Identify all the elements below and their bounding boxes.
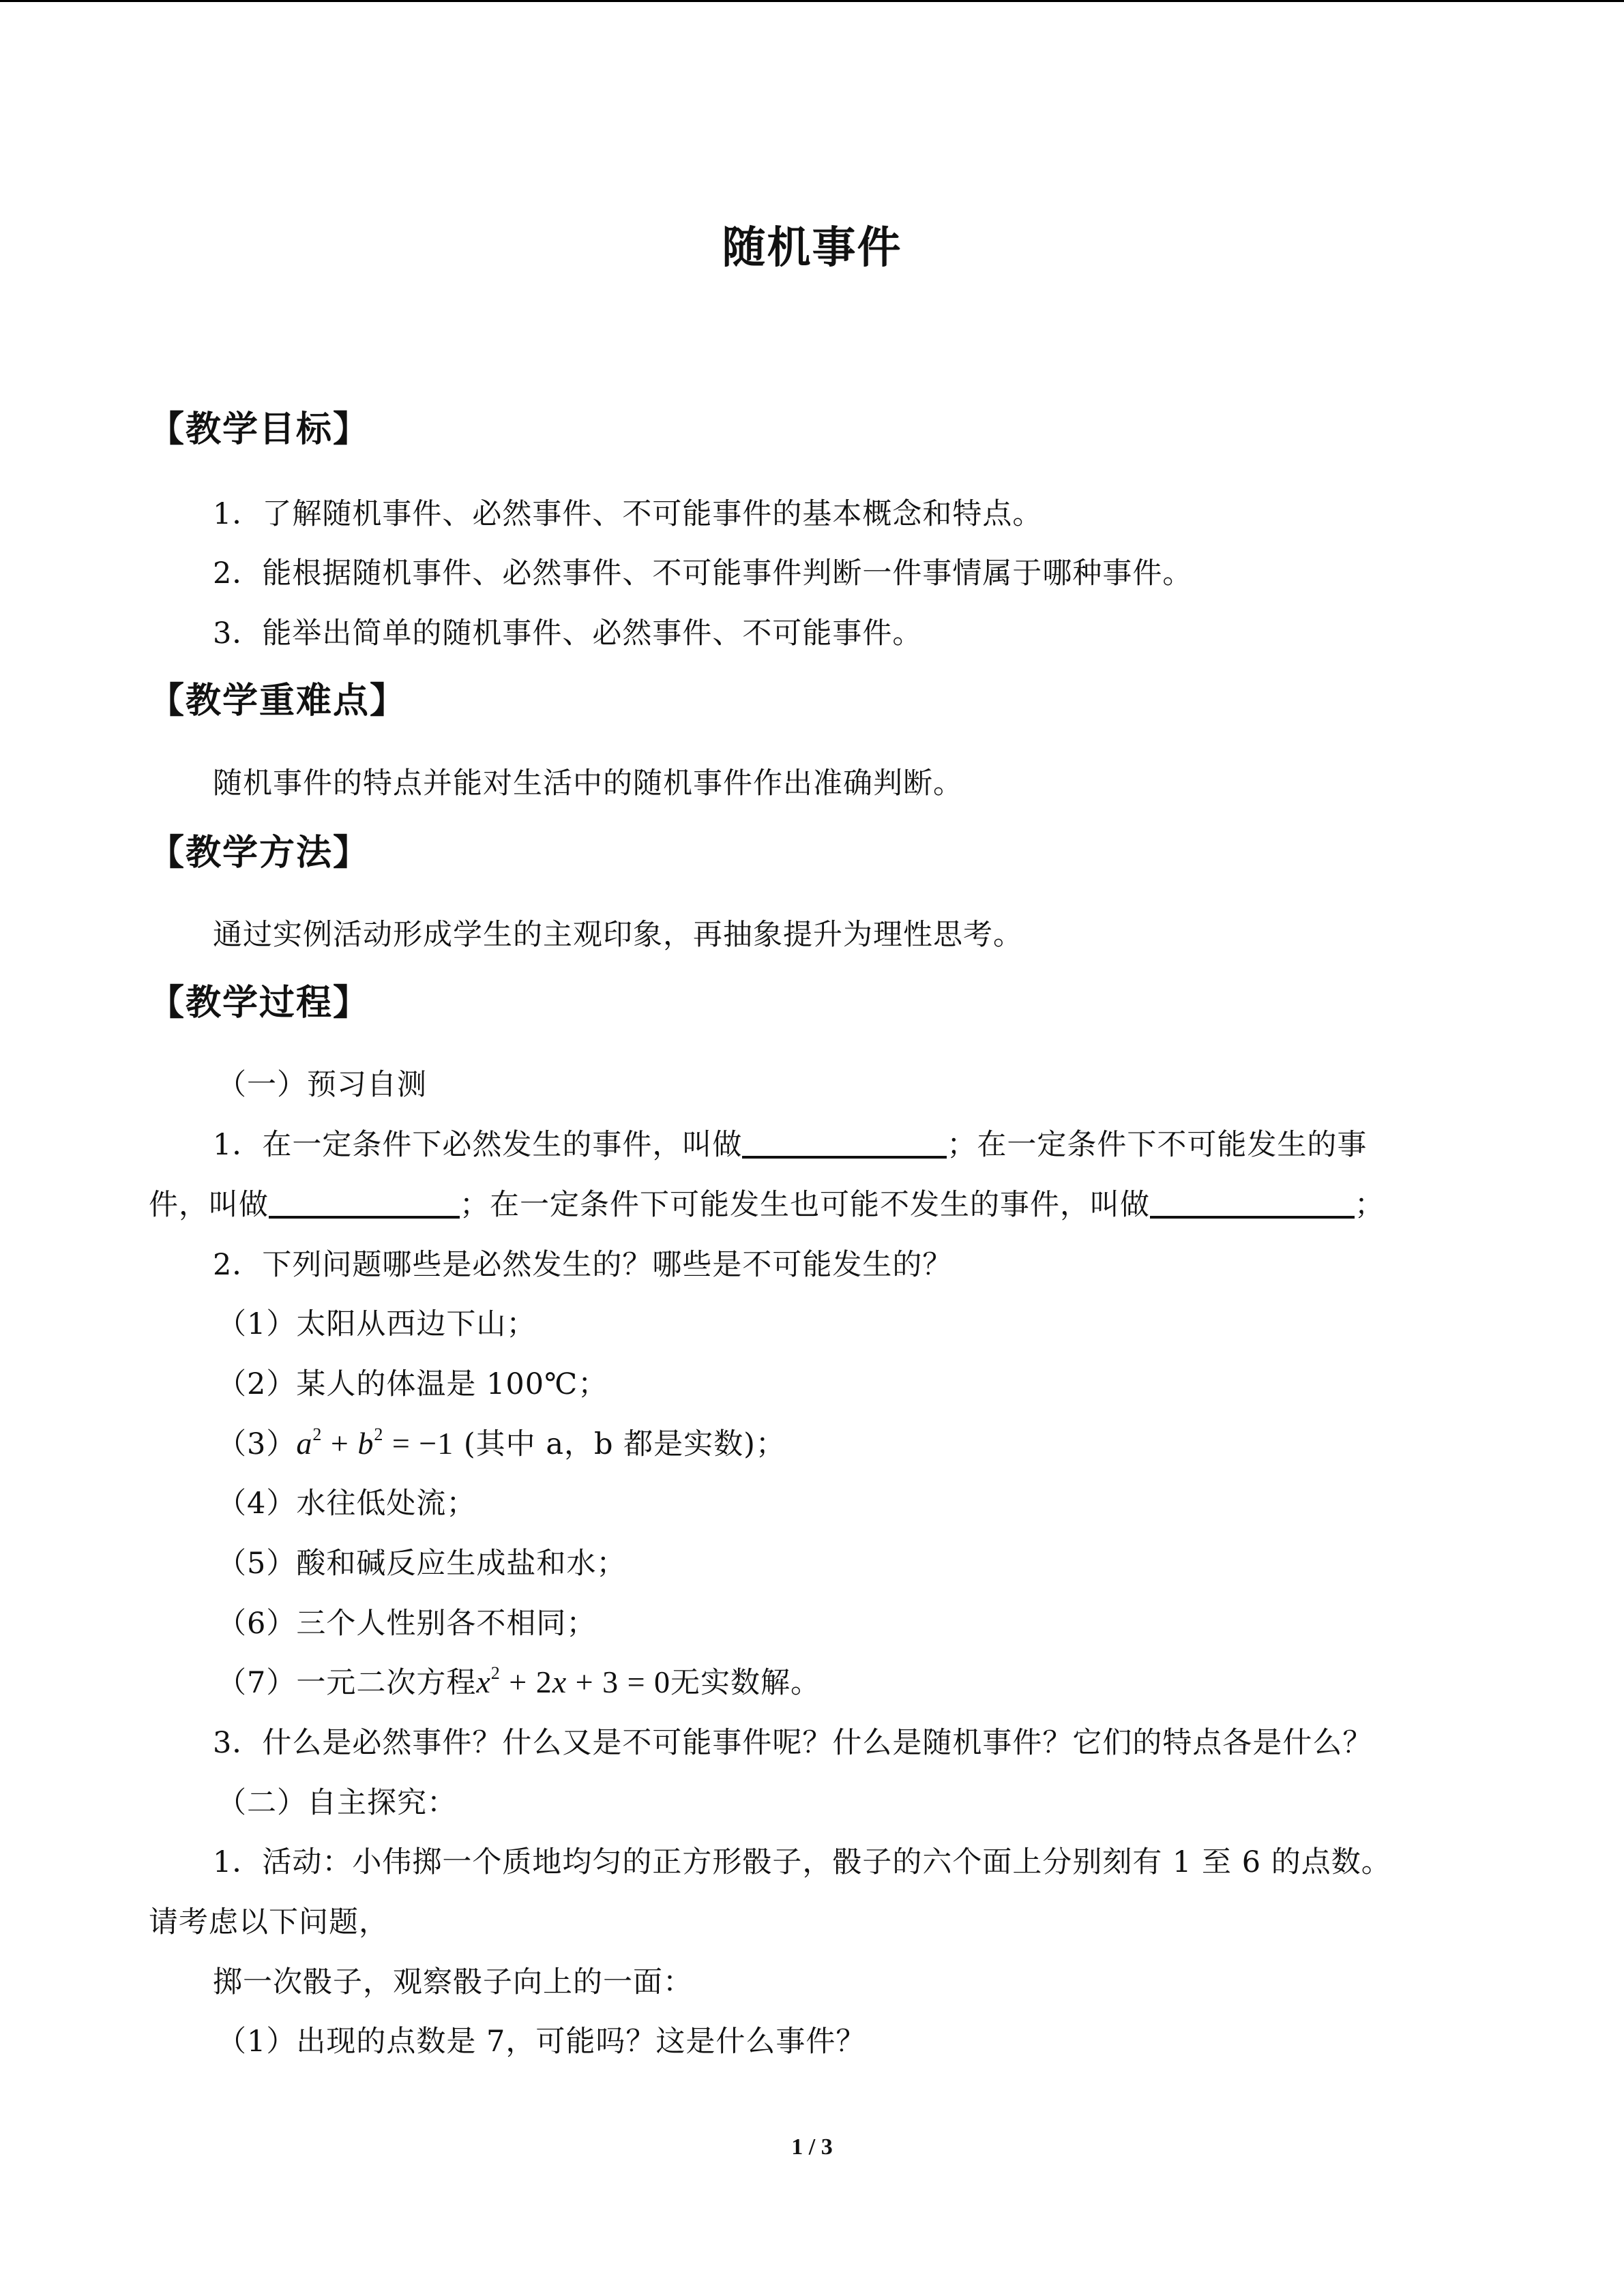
list-item: （6）三个人性别各不相同； [217,1607,597,1641]
method-text: 通过实例活动形成学生的主观印象，再抽象提升为理性思考。 [213,918,1023,952]
goal-item: 2．能根据随机事件、必然事件、不可能事件判断一件事情属于哪种事件。 [213,556,1193,591]
fill-blank-2 [269,1190,460,1219]
item-7-prefix: （7）一元二次方程 [217,1666,477,1700]
section-heading-process: 【教学过程】 [149,983,370,1024]
goal-item: 1．了解随机事件、必然事件、不可能事件的基本概念和特点。 [213,497,1043,531]
q1-text-a: 1．在一定条件下必然发生的事件，叫做 [213,1128,743,1162]
question-2: 2．下列问题哪些是必然发生的？哪些是不可能发生的？ [213,1248,953,1282]
fill-blank-3 [1150,1190,1355,1219]
section-heading-method: 【教学方法】 [149,833,370,874]
list-item: （1）太阳从西边下山； [217,1307,537,1341]
item-7-suffix: 无实数解。 [670,1666,821,1700]
section-heading-keypoints: 【教学重难点】 [149,681,407,721]
q1-text-d: ；在一定条件下可能发生也可能不发生的事件，叫做 [460,1188,1150,1222]
equation-quadratic: $x^2 + 2x + 3 = 0$ [476,1663,671,1699]
list-item-equation [217,1660,821,1701]
fill-blank-1 [742,1130,947,1159]
activity-question-1: （1）出现的点数是 7，可能吗？这是什么事件？ [217,2025,866,2059]
goal-item: 3．能举出简单的随机事件、必然事件、不可能事件。 [213,616,923,651]
section-heading-goals: 【教学目标】 [149,409,370,450]
question-1-line-2 [149,1182,1385,1223]
part1-title: （一）预习自测 [217,1068,427,1102]
list-item: （4）水往低处流； [217,1487,477,1521]
q1-text-c: 件，叫做 [149,1188,269,1222]
item-3-prefix: （3） [217,1427,297,1461]
activity-line-3: 掷一次骰子，观察骰子向上的一面： [213,1965,693,1999]
list-item: （2）某人的体温是 100℃； [217,1367,608,1401]
page-title: 随机事件 [722,223,902,273]
page-number: 1 / 3 [791,2134,833,2160]
activity-line-1: 1．活动：小伟掷一个质地均匀的正方形骰子，骰子的六个面上分别刻有 1 至 6 的点数。 [213,1845,1391,1879]
q1-text-b: ；在一定条件下不可能发生的事 [947,1128,1368,1162]
q1-text-e: ； [1355,1188,1385,1222]
item-3-suffix: (其中 a，b 都是实数)； [454,1427,786,1461]
list-item: （5）酸和碱反应生成盐和水； [217,1547,627,1581]
question-3: 3．什么是必然事件？什么又是不可能事件呢？什么是随机事件？它们的特点各是什么？ [213,1726,1373,1760]
top-border [0,0,1624,2]
keypoints-text: 随机事件的特点并能对生活中的随机事件作出准确判断。 [213,766,963,801]
part2-title: （二）自主探究： [217,1786,457,1820]
question-1-line-1 [213,1122,1367,1163]
equation-a2-b2: $a^2 + b^2 = -1$ [296,1425,454,1461]
activity-line-2: 请考虑以下问题， [149,1905,389,1939]
list-item-equation [217,1421,786,1463]
